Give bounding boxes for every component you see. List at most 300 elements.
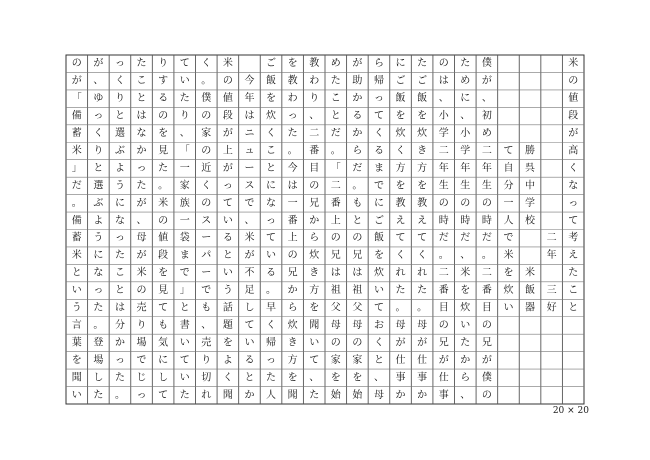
grid-character: を [287, 372, 298, 384]
grid-character: 、 [136, 215, 147, 227]
grid-character: わ [309, 75, 320, 87]
grid-character: の [71, 58, 82, 70]
grid-character: と [114, 285, 125, 297]
grid-character: っ [114, 58, 125, 70]
grid-character: か [352, 128, 363, 140]
grid-character: 」 [179, 285, 190, 297]
grid-character: て [179, 58, 190, 70]
grid-character: 題 [222, 319, 233, 331]
grid-character: の [438, 319, 449, 331]
grid-character: 二 [438, 267, 449, 279]
grid-character: か [244, 389, 255, 401]
grid-character: っ [266, 215, 277, 227]
grid-character: 米 [503, 250, 514, 262]
grid-character: を [395, 110, 406, 122]
grid-character: 二 [481, 267, 492, 279]
manuscript-column [547, 233, 557, 314]
grid-character: 、 [201, 319, 212, 331]
grid-character: 上 [330, 215, 341, 227]
grid-character: の [330, 337, 341, 349]
grid-character: だ [330, 128, 341, 140]
grid-character: い [503, 302, 514, 314]
grid-character: 値 [568, 93, 579, 105]
grid-character: 、 [373, 372, 384, 384]
grid-character: こ [114, 267, 125, 279]
grid-character: 炊 [373, 267, 384, 279]
grid-character: く [568, 162, 579, 174]
grid-character: り [179, 110, 190, 122]
grid-character: め [481, 128, 492, 140]
grid-character: 早 [266, 302, 277, 314]
grid-character: 、 [93, 75, 104, 87]
grid-character: 。 [158, 180, 169, 192]
grid-character: だ [71, 180, 82, 192]
grid-character: き [287, 337, 298, 349]
grid-character: 小 [438, 110, 449, 122]
grid-character: う [114, 180, 125, 192]
grid-character: て [158, 389, 169, 401]
grid-character: 。 [71, 197, 82, 209]
grid-character: く [417, 250, 428, 262]
grid-character: の [568, 75, 579, 87]
grid-character: の [481, 319, 492, 331]
grid-character: 目 [438, 302, 449, 314]
grid-character: く [373, 128, 384, 140]
grid-character: 母 [352, 319, 363, 331]
grid-character: が [352, 58, 363, 70]
grid-character: 事 [417, 372, 428, 384]
grid-character: を [287, 58, 298, 70]
grid-character: る [266, 267, 277, 279]
grid-character: た [417, 285, 428, 297]
grid-character: 生 [438, 180, 449, 192]
grid-character: が [481, 75, 492, 87]
grid-character: で [179, 267, 190, 279]
grid-character: い [460, 319, 471, 331]
grid-character: よ [114, 162, 125, 174]
grid-character: 教 [287, 75, 298, 87]
grid-character: 。 [266, 285, 277, 297]
grid-character: 家 [352, 354, 363, 366]
grid-character: ら [373, 58, 384, 70]
grid-character: は [114, 302, 125, 314]
manuscript-grid [66, 55, 584, 404]
grid-character: た [136, 180, 147, 192]
grid-character: し [93, 372, 104, 384]
grid-character: る [373, 145, 384, 157]
grid-character: の [201, 145, 212, 157]
grid-character: 兄 [481, 337, 492, 349]
grid-character: ス [201, 215, 212, 227]
grid-character: く [114, 75, 125, 87]
grid-character: 小 [460, 128, 471, 140]
grid-character: い [179, 337, 190, 349]
grid-character: に [460, 93, 471, 105]
grid-character: 家 [201, 128, 212, 140]
grid-character: で [136, 354, 147, 366]
grid-character: が [481, 354, 492, 366]
grid-character: か [352, 93, 363, 105]
grid-character: く [266, 319, 277, 331]
grid-character: を [266, 93, 277, 105]
grid-character: が [136, 250, 147, 262]
grid-character: 年 [546, 250, 557, 262]
grid-character: の [222, 75, 233, 87]
grid-character: 番 [309, 145, 320, 157]
grid-character: く [266, 128, 277, 140]
grid-character: 年 [244, 93, 255, 105]
grid-character: て [222, 197, 233, 209]
grid-character: ら [352, 145, 363, 157]
grid-character: 、 [481, 93, 492, 105]
grid-character: 生 [481, 180, 492, 192]
grid-character: か [417, 389, 428, 401]
grid-character: 上 [222, 145, 233, 157]
grid-character: て [568, 215, 579, 227]
grid-character: 。 [438, 250, 449, 262]
grid-character: 族 [179, 197, 190, 209]
grid-character: い [373, 285, 384, 297]
grid-character: 二 [330, 180, 341, 192]
grid-character: を [330, 372, 341, 384]
grid-character: と [136, 93, 147, 105]
grid-character: し [244, 302, 255, 314]
grid-character: 二 [438, 145, 449, 157]
grid-character: と [373, 354, 384, 366]
grid-character: が [222, 128, 233, 140]
grid-character: も [201, 302, 212, 314]
grid-character: 父 [330, 302, 341, 314]
grid-character: 人 [266, 389, 277, 401]
grid-character: た [136, 58, 147, 70]
grid-character: が [136, 197, 147, 209]
grid-character: ぶ [114, 145, 125, 157]
grid-character: 帰 [266, 337, 277, 349]
manuscript-column [137, 57, 147, 401]
grid-character: 器 [525, 302, 536, 314]
grid-character: ュ [244, 145, 255, 157]
grid-character: を [417, 180, 428, 192]
grid-character: め [330, 58, 341, 70]
grid-character: だ [460, 232, 471, 244]
grid-character: も [352, 197, 363, 209]
grid-character: い [179, 75, 190, 87]
grid-character: わ [287, 93, 298, 105]
grid-character: く [201, 58, 212, 70]
grid-character: か [114, 337, 125, 349]
grid-character: て [373, 110, 384, 122]
grid-character: を [222, 337, 233, 349]
manuscript-column [266, 57, 276, 401]
grid-character: 一 [179, 215, 190, 227]
grid-character: 米 [525, 267, 536, 279]
grid-character: 登 [93, 337, 104, 349]
grid-character: 番 [330, 197, 341, 209]
grid-character: は [244, 110, 255, 122]
grid-character: ー [201, 267, 212, 279]
grid-character: 人 [503, 215, 514, 227]
grid-character: 兄 [438, 337, 449, 349]
grid-character: 一 [287, 197, 298, 209]
grid-character: い [71, 285, 82, 297]
grid-character: 見 [158, 285, 169, 297]
grid-character: ご [266, 58, 277, 70]
grid-character: い [309, 337, 320, 349]
grid-character: を [373, 250, 384, 262]
grid-character: た [158, 162, 169, 174]
grid-character: と [568, 302, 579, 314]
grid-character: は [330, 267, 341, 279]
grid-character: が [417, 337, 428, 349]
grid-character: い [266, 250, 277, 262]
grid-character: ご [373, 215, 384, 227]
grid-character: 始 [330, 389, 341, 401]
grid-character: 。 [93, 319, 104, 331]
grid-character: ス [244, 180, 255, 192]
grid-character: 売 [201, 337, 212, 349]
grid-character: を [503, 267, 514, 279]
grid-character: い [244, 337, 255, 349]
grid-character: を [417, 110, 428, 122]
grid-character: 仕 [438, 372, 449, 384]
grid-character: た [179, 389, 190, 401]
grid-character: で [373, 180, 384, 192]
grid-character: 飯 [395, 93, 406, 105]
grid-character: 飯 [417, 93, 428, 105]
grid-character: 炊 [266, 110, 277, 122]
grid-character: 校 [525, 215, 536, 227]
grid-character: 「 [71, 93, 82, 105]
grid-character: れ [201, 389, 212, 401]
grid-character: と [266, 162, 277, 174]
grid-character: 、 [309, 110, 320, 122]
grid-character: な [266, 197, 277, 209]
grid-character: ら [309, 232, 320, 244]
grid-character: 家 [330, 354, 341, 366]
grid-character: の [158, 215, 169, 227]
grid-character: め [460, 75, 471, 87]
grid-character: は [352, 267, 363, 279]
grid-character: た [309, 389, 320, 401]
grid-character: い [179, 372, 190, 384]
grid-character: 目 [309, 162, 320, 174]
grid-character: る [352, 110, 363, 122]
grid-character: 考 [568, 232, 579, 244]
manuscript-column [93, 57, 104, 401]
grid-character: 年 [438, 162, 449, 174]
grid-character: 番 [481, 285, 492, 297]
grid-character: 足 [244, 285, 255, 297]
grid-character: 飯 [373, 232, 384, 244]
grid-character: 言 [71, 319, 82, 331]
grid-character: に [114, 197, 125, 209]
grid-character: に [395, 58, 406, 70]
grid-character: 「 [330, 162, 341, 174]
grid-character: は [438, 75, 449, 87]
grid-character: 近 [201, 162, 212, 174]
grid-character: よ [93, 215, 104, 227]
grid-character: て [309, 354, 320, 366]
grid-character: が [244, 250, 255, 262]
grid-character: 備 [71, 110, 82, 122]
grid-character: 炊 [503, 285, 514, 297]
grid-character: た [287, 128, 298, 140]
grid-character: 呉 [525, 162, 536, 174]
grid-character: 二 [309, 128, 320, 140]
grid-character: た [395, 285, 406, 297]
grid-character: は [136, 110, 147, 122]
grid-character: も [158, 319, 169, 331]
grid-character: 場 [136, 337, 147, 349]
grid-character: 話 [222, 302, 233, 314]
grid-character: じ [136, 372, 147, 384]
grid-character: て [158, 302, 169, 314]
grid-character: て [503, 145, 514, 157]
grid-character: 母 [330, 319, 341, 331]
grid-character: ま [373, 162, 384, 174]
grid-character: こ [266, 145, 277, 157]
grid-character: の [438, 58, 449, 70]
grid-character: を [71, 354, 82, 366]
manuscript-column [158, 57, 168, 401]
grid-character: と [222, 250, 233, 262]
grid-character: 高 [568, 145, 579, 157]
grid-character: な [93, 267, 104, 279]
grid-character: っ [287, 110, 298, 122]
grid-character: 米 [244, 232, 255, 244]
grid-character: り [93, 145, 104, 157]
grid-character: っ [114, 354, 125, 366]
grid-character: に [158, 354, 169, 366]
grid-character: の [330, 232, 341, 244]
grid-character: を [460, 285, 471, 297]
grid-character: 選 [114, 128, 125, 140]
grid-character: 不 [244, 267, 255, 279]
grid-character: か [309, 215, 320, 227]
grid-character: 上 [287, 232, 298, 244]
grid-character: 」 [71, 162, 82, 174]
grid-character: 自 [503, 162, 514, 174]
grid-character: て [266, 232, 277, 244]
grid-character: ぶ [93, 197, 104, 209]
grid-character: 選 [93, 180, 104, 192]
grid-character: く [395, 250, 406, 262]
grid-character: と [114, 110, 125, 122]
grid-character: 袋 [179, 232, 190, 244]
grid-character: を [309, 302, 320, 314]
grid-character: 気 [158, 337, 169, 349]
grid-character: 僕 [481, 372, 492, 384]
grid-character: 蓄 [71, 128, 82, 140]
grid-character: き [309, 267, 320, 279]
grid-character: か [460, 354, 471, 366]
grid-character: 母 [395, 319, 406, 331]
grid-character: っ [114, 232, 125, 244]
grid-character: 米 [222, 58, 233, 70]
grid-character: 聞 [222, 389, 233, 401]
grid-character: を [395, 180, 406, 192]
grid-character: 、 [460, 250, 471, 262]
manuscript-column [525, 143, 536, 313]
grid-character: 書 [179, 319, 190, 331]
grid-character: 時 [438, 215, 449, 227]
grid-character: 一 [179, 162, 190, 174]
grid-character: 分 [503, 180, 514, 192]
grid-character: ご [395, 75, 406, 87]
grid-character: 兄 [309, 197, 320, 209]
grid-character: す [158, 75, 169, 87]
grid-character: で [201, 285, 212, 297]
manuscript-column [288, 57, 298, 401]
manuscript-column [352, 57, 363, 401]
grid-character: っ [136, 389, 147, 401]
grid-character: 「 [179, 145, 190, 157]
manuscript-column [309, 56, 319, 401]
grid-character: た [114, 250, 125, 262]
grid-character: た [114, 372, 125, 384]
grid-character: が [222, 162, 233, 174]
grid-size-label: 20 × 20 [552, 406, 589, 416]
grid-character: い [222, 215, 233, 227]
grid-character: 母 [373, 389, 384, 401]
grid-character: っ [373, 93, 384, 105]
grid-character: は [287, 180, 298, 192]
manuscript-column [331, 57, 342, 401]
grid-character: 炊 [460, 302, 471, 314]
grid-character: 飯 [266, 75, 277, 87]
grid-character: 時 [481, 215, 492, 227]
grid-character: で [503, 232, 514, 244]
grid-character: 一 [503, 197, 514, 209]
grid-character: 、 [438, 93, 449, 105]
grid-character: 方 [417, 162, 428, 174]
grid-character: り [201, 354, 212, 366]
grid-character: 。 [481, 250, 492, 262]
grid-character: り [114, 93, 125, 105]
grid-character: 聞 [309, 319, 320, 331]
grid-character: ら [287, 302, 298, 314]
grid-character: の [481, 389, 492, 401]
grid-character: 勝 [525, 145, 536, 157]
grid-character: 年 [460, 162, 471, 174]
grid-character: 学 [460, 145, 471, 157]
grid-character: 、 [460, 110, 471, 122]
grid-character: の [352, 232, 363, 244]
manuscript-column [223, 56, 234, 401]
grid-character: が [438, 354, 449, 366]
grid-character: う [222, 285, 233, 297]
grid-character: る [158, 93, 169, 105]
manuscript-column [417, 57, 427, 401]
grid-character: で [244, 197, 255, 209]
grid-character: の [201, 110, 212, 122]
grid-character: 。 [395, 302, 406, 314]
grid-character: れ [395, 267, 406, 279]
grid-character: 兄 [352, 250, 363, 262]
grid-character: 炊 [395, 128, 406, 140]
grid-character: な [114, 215, 125, 227]
grid-character: 家 [179, 180, 190, 192]
grid-character: 仕 [417, 354, 428, 366]
grid-character: 祖 [330, 285, 341, 297]
grid-character: と [352, 215, 363, 227]
grid-character: 葉 [71, 337, 82, 349]
grid-character: 備 [71, 215, 82, 227]
grid-character: な [568, 180, 579, 192]
grid-character: っ [266, 354, 277, 366]
grid-character: っ [568, 197, 579, 209]
grid-character: か [136, 145, 147, 157]
